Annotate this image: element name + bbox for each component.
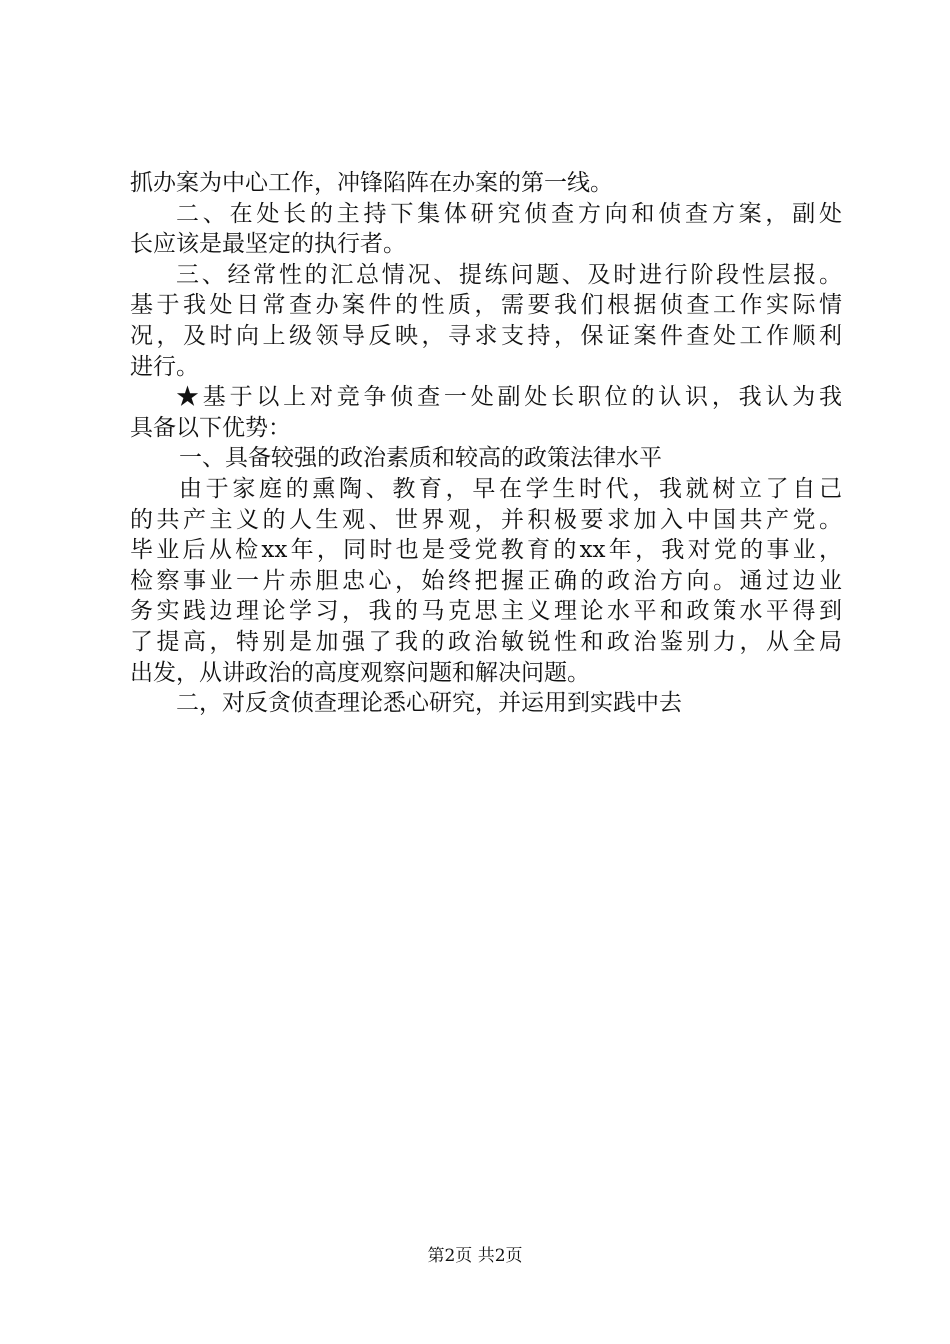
text-line-14: 检察事业一片赤胆忠心，始终把握正确的政治方向。通过边业 bbox=[130, 567, 842, 594]
text-line-13: 毕业后从检xx年，同时也是受党教育的xx年，我对党的事业， bbox=[130, 537, 842, 564]
text-line-1: 抓办案为中心工作，冲锋陷阵在办案的第一线。 bbox=[130, 170, 613, 196]
text-line-2: 二、在处长的主持下集体研究侦查方向和侦查方案，副处 bbox=[176, 200, 842, 227]
text-line-7: 进行。 bbox=[130, 353, 199, 380]
section-heading-1: 一、具备较强的政治素质和较高的政策法律水平 bbox=[179, 445, 662, 472]
page-number-footer: 第2页 共2页 bbox=[427, 1246, 523, 1266]
text-line-16: 了提高，特别是加强了我的政治敏锐性和政治鉴别力，从全局 bbox=[130, 628, 842, 655]
text-line-3: 长应该是最坚定的执行者。 bbox=[130, 231, 406, 258]
section-heading-2: 二，对反贪侦查理论悉心研究，并运用到实践中去 bbox=[176, 690, 682, 717]
text-line-12: 的共产主义的人生观、世界观，并积极要求加入中国共产党。 bbox=[130, 506, 842, 533]
text-line-9: 具备以下优势： bbox=[130, 414, 291, 441]
text-line-17: 出发，从讲政治的高度观察问题和解决问题。 bbox=[130, 659, 590, 686]
text-line-5: 基于我处日常查办案件的性质，需要我们根据侦查工作实际情 bbox=[130, 292, 842, 319]
text-line-11: 由于家庭的熏陶、教育，早在学生时代，我就树立了自己 bbox=[179, 475, 842, 502]
text-line-15: 务实践边理论学习，我的马克思主义理论水平和政策水平得到 bbox=[130, 598, 842, 625]
text-line-6: 况，及时向上级领导反映，寻求支持，保证案件查处工作顺利 bbox=[130, 322, 842, 349]
document-body bbox=[130, 168, 842, 719]
text-line-8: ★基于以上对竞争侦查一处副处长职位的认识，我认为我 bbox=[176, 384, 842, 411]
text-line-4: 三、经常性的汇总情况、提练问题、及时进行阶段性层报。 bbox=[176, 261, 842, 288]
